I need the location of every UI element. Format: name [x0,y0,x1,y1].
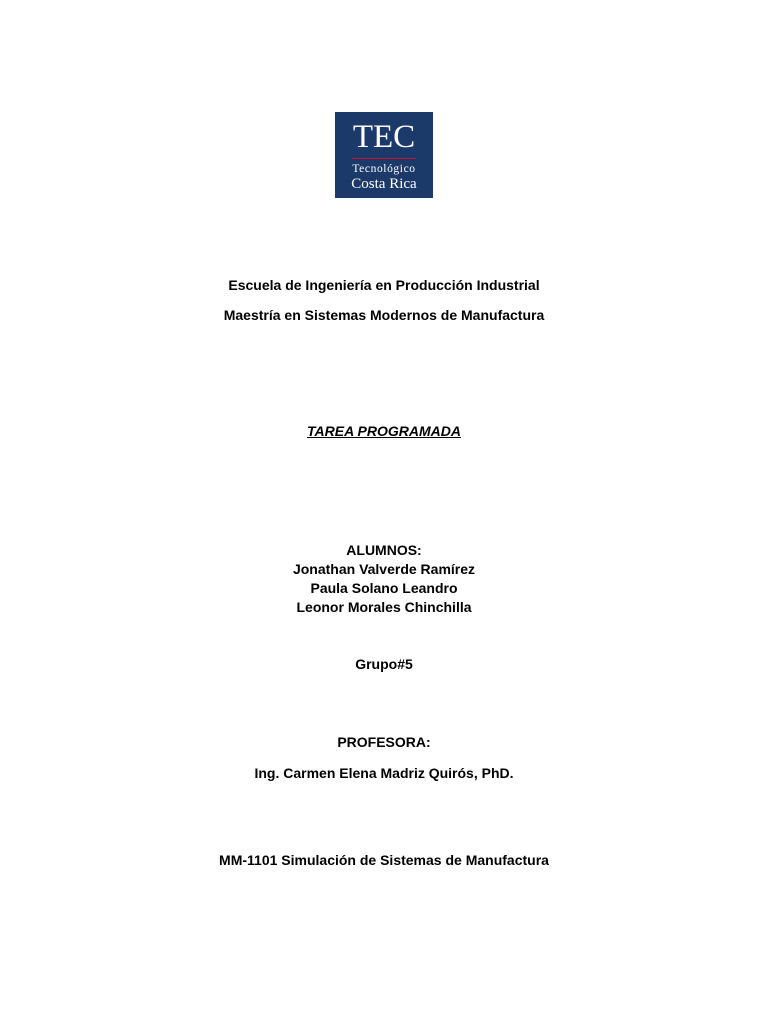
document-title: TAREA PROGRAMADA [307,423,461,439]
program-name: Maestría en Sistemas Modernos de Manufactura [223,307,545,323]
course-name: MM-1101 Simulación de Sistemas de Manufactura [219,852,549,868]
students-label: ALUMNOS: [346,542,422,558]
student-name-3: Leonor Morales Chinchilla [296,599,472,615]
tec-logo [335,112,433,198]
group-label: Grupo#5 [355,656,413,672]
student-name-1: Jonathan Valverde Ramírez [292,561,476,577]
logo-subtitle-2: Costa Rica [351,176,417,192]
student-name-2: Paula Solano Leandro [310,580,458,596]
professor-name: Ing. Carmen Elena Madriz Quirós, PhD. [254,765,514,781]
logo-subtitle-1: Tecnológico [352,163,416,175]
logo-divider [352,158,416,159]
professor-label: PROFESORA: [337,734,431,750]
logo-main-text: TEC [352,119,416,155]
school-name: Escuela de Ingeniería en Producción Industrial [228,277,540,293]
